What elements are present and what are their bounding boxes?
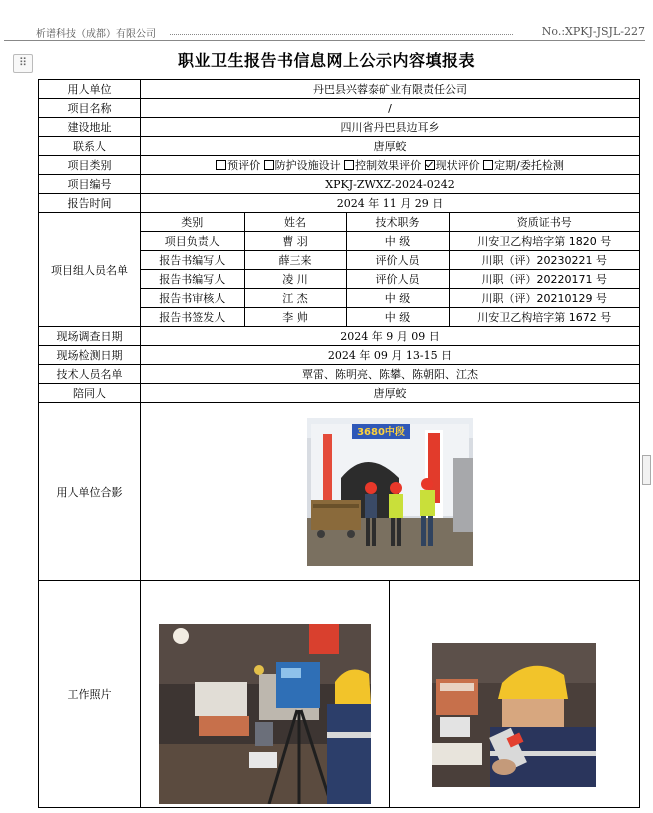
tech-staff-label: 技术人员名单 bbox=[39, 365, 141, 384]
member-name[interactable]: 李 帅 bbox=[244, 308, 346, 327]
team-header-cert: 资质证书号 bbox=[449, 213, 639, 232]
page-header-company: 析谱科技（成都）有限公司 bbox=[36, 29, 156, 40]
info-table bbox=[38, 79, 640, 808]
page-header-line bbox=[4, 40, 645, 41]
row-report-time bbox=[39, 194, 640, 213]
checkbox-checked-icon[interactable] bbox=[425, 160, 435, 170]
row-test-date bbox=[39, 346, 640, 365]
member-title[interactable]: 中 级 bbox=[346, 232, 449, 251]
member-role[interactable]: 报告书签发人 bbox=[141, 308, 244, 327]
member-title[interactable]: 中 级 bbox=[346, 308, 449, 327]
test-date-label: 现场检测日期 bbox=[39, 346, 141, 365]
group-photo-banner-text: 3680中段 bbox=[357, 427, 405, 438]
member-role[interactable]: 报告书编写人 bbox=[141, 270, 244, 289]
work-photos-table bbox=[141, 581, 639, 807]
option-status-eval[interactable]: 现状评价 bbox=[425, 159, 480, 172]
row-employer bbox=[39, 80, 640, 99]
project-no-label: 项目编号 bbox=[39, 175, 141, 194]
member-cert[interactable]: 川安卫乙构培字第 1820 号 bbox=[449, 232, 639, 251]
survey-date-value[interactable]: 2024 年 9 月 09 日 bbox=[141, 327, 640, 346]
table-row bbox=[141, 289, 639, 308]
work-photo-right-image[interactable] bbox=[432, 643, 596, 787]
row-survey-date bbox=[39, 327, 640, 346]
employer-value[interactable]: 丹巴县兴蓉泰矿业有限责任公司 bbox=[141, 80, 640, 99]
checkbox-icon[interactable] bbox=[344, 160, 354, 170]
row-project-name bbox=[39, 99, 640, 118]
option-pre-eval[interactable]: 预评价 bbox=[216, 159, 260, 172]
report-time-label: 报告时间 bbox=[39, 194, 141, 213]
row-group-photo bbox=[39, 403, 640, 581]
project-type-label: 项目类别 bbox=[39, 156, 141, 175]
project-name-label: 项目名称 bbox=[39, 99, 141, 118]
member-role[interactable]: 报告书审核人 bbox=[141, 289, 244, 308]
table-move-handle-icon[interactable]: ⠿ bbox=[13, 54, 33, 73]
work-photos-cell bbox=[141, 581, 640, 808]
scroll-marker[interactable] bbox=[642, 455, 651, 485]
row-tech-staff bbox=[39, 365, 640, 384]
project-name-value[interactable]: / bbox=[141, 99, 640, 118]
work-photo-left-cell bbox=[141, 581, 389, 807]
row-contact bbox=[39, 137, 640, 156]
work-photo-right-cell bbox=[389, 581, 639, 807]
page-header-dots bbox=[170, 34, 513, 35]
table-row bbox=[141, 308, 639, 327]
member-name[interactable]: 曹 羽 bbox=[244, 232, 346, 251]
table-row bbox=[141, 270, 639, 289]
team-cell bbox=[141, 213, 640, 327]
team-table bbox=[141, 213, 639, 326]
table-row bbox=[141, 251, 639, 270]
member-title[interactable]: 评价人员 bbox=[346, 270, 449, 289]
project-type-options bbox=[141, 156, 640, 175]
page-title: 职业卫生报告书信息网上公示内容填报表 bbox=[177, 51, 475, 70]
member-name[interactable]: 凌 川 bbox=[244, 270, 346, 289]
member-role[interactable]: 项目负责人 bbox=[141, 232, 244, 251]
member-name[interactable]: 江 杰 bbox=[244, 289, 346, 308]
option-protection-design[interactable]: 防护设施设计 bbox=[264, 159, 341, 172]
group-photo-image[interactable] bbox=[307, 418, 473, 566]
companion-value[interactable]: 唐厚蛟 bbox=[141, 384, 640, 403]
tech-staff-value[interactable]: 覃雷、陈明亮、陈攀、陈朝阳、江杰 bbox=[141, 365, 640, 384]
member-title[interactable]: 中 级 bbox=[346, 289, 449, 308]
checkbox-icon[interactable] bbox=[483, 160, 493, 170]
member-cert[interactable]: 川职（评）20210129 号 bbox=[449, 289, 639, 308]
member-name[interactable]: 薛三来 bbox=[244, 251, 346, 270]
row-project-type bbox=[39, 156, 640, 175]
contact-value[interactable]: 唐厚蛟 bbox=[141, 137, 640, 156]
address-label: 建设地址 bbox=[39, 118, 141, 137]
survey-date-label: 现场调查日期 bbox=[39, 327, 141, 346]
team-header-row bbox=[141, 213, 639, 232]
companion-label: 陪同人 bbox=[39, 384, 141, 403]
checkbox-icon[interactable] bbox=[216, 160, 226, 170]
row-team bbox=[39, 213, 640, 327]
option-control-eval[interactable]: 控制效果评价 bbox=[344, 159, 421, 172]
checkbox-icon[interactable] bbox=[264, 160, 274, 170]
team-header-role: 类别 bbox=[141, 213, 244, 232]
contact-label: 联系人 bbox=[39, 137, 141, 156]
team-header-name: 姓名 bbox=[244, 213, 346, 232]
group-photo-cell bbox=[141, 403, 640, 581]
member-title[interactable]: 评价人员 bbox=[346, 251, 449, 270]
row-address bbox=[39, 118, 640, 137]
work-photos-label: 工作照片 bbox=[39, 581, 141, 808]
project-no-value[interactable]: XPKJ-ZWXZ-2024-0242 bbox=[141, 175, 640, 194]
option-periodic-test[interactable]: 定期/委托检测 bbox=[483, 159, 564, 172]
employer-label: 用人单位 bbox=[39, 80, 141, 99]
page-header-doc-no: No.:XPKJ-JSJL-227 bbox=[541, 25, 645, 38]
work-photo-left-image[interactable] bbox=[159, 624, 371, 804]
address-value[interactable]: 四川省丹巴县边耳乡 bbox=[141, 118, 640, 137]
test-date-value[interactable]: 2024 年 09 月 13-15 日 bbox=[141, 346, 640, 365]
member-cert[interactable]: 川职（评）20230221 号 bbox=[449, 251, 639, 270]
report-time-value[interactable]: 2024 年 11 月 29 日 bbox=[141, 194, 640, 213]
group-photo-label: 用人单位合影 bbox=[39, 403, 141, 581]
table-row bbox=[141, 232, 639, 251]
member-role[interactable]: 报告书编写人 bbox=[141, 251, 244, 270]
row-project-no bbox=[39, 175, 640, 194]
member-cert[interactable]: 川安卫乙构培字第 1672 号 bbox=[477, 311, 612, 324]
team-label: 项目组人员名单 bbox=[39, 213, 141, 327]
team-header-title: 技术职务 bbox=[346, 213, 449, 232]
member-cert[interactable]: 川职（评）20220171 号 bbox=[449, 270, 639, 289]
row-work-photos bbox=[39, 581, 640, 808]
row-companion bbox=[39, 384, 640, 403]
